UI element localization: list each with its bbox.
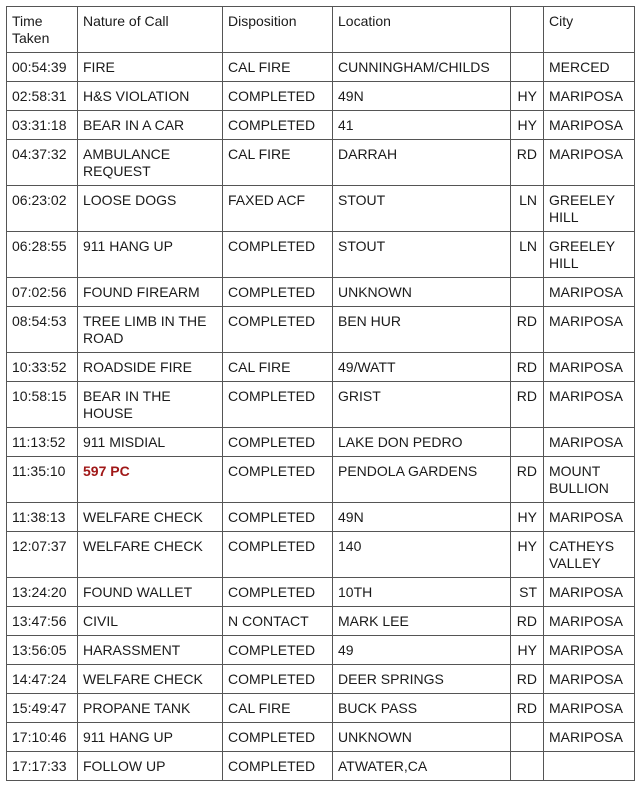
column-header-suffix <box>511 7 544 53</box>
column-header-city: City <box>544 7 635 53</box>
table-row <box>7 307 635 353</box>
cell-disposition: COMPLETED <box>223 278 333 307</box>
table-row <box>7 232 635 278</box>
cell-nature: HARASSMENT <box>78 636 223 665</box>
table-row <box>7 457 635 503</box>
cell-nature: WELFARE CHECK <box>78 532 223 578</box>
cell-city: GREELEY HILL <box>544 232 635 278</box>
cell-time: 13:24:20 <box>7 578 78 607</box>
cell-city: MARIPOSA <box>544 82 635 111</box>
cell-nature: FOLLOW UP <box>78 752 223 781</box>
cell-suffix: RD <box>511 665 544 694</box>
cell-city: MARIPOSA <box>544 723 635 752</box>
cell-suffix: RD <box>511 457 544 503</box>
cell-time: 13:56:05 <box>7 636 78 665</box>
cell-time: 03:31:18 <box>7 111 78 140</box>
table-row <box>7 532 635 578</box>
cell-nature: 911 HANG UP <box>78 232 223 278</box>
table-row <box>7 278 635 307</box>
cell-location: BEN HUR <box>333 307 511 353</box>
cell-suffix: RD <box>511 382 544 428</box>
cell-location: LAKE DON PEDRO <box>333 428 511 457</box>
cell-location: 49 <box>333 636 511 665</box>
cell-disposition: COMPLETED <box>223 232 333 278</box>
cell-disposition: CAL FIRE <box>223 694 333 723</box>
cell-disposition: COMPLETED <box>223 503 333 532</box>
cell-time: 10:33:52 <box>7 353 78 382</box>
cell-time: 02:58:31 <box>7 82 78 111</box>
cell-disposition: COMPLETED <box>223 111 333 140</box>
cell-suffix <box>511 53 544 82</box>
table-row <box>7 111 635 140</box>
cell-nature: 911 MISDIAL <box>78 428 223 457</box>
cell-location: UNKNOWN <box>333 723 511 752</box>
cell-time: 11:35:10 <box>7 457 78 503</box>
cell-location: CUNNINGHAM/CHILDS <box>333 53 511 82</box>
cell-location: DARRAH <box>333 140 511 186</box>
cell-location: BUCK PASS <box>333 694 511 723</box>
cell-disposition: COMPLETED <box>223 665 333 694</box>
table-row <box>7 503 635 532</box>
cell-suffix: ST <box>511 578 544 607</box>
cell-time: 00:54:39 <box>7 53 78 82</box>
cell-city: MARIPOSA <box>544 307 635 353</box>
cell-nature: BEAR IN THE HOUSE <box>78 382 223 428</box>
cell-suffix: HY <box>511 532 544 578</box>
cell-city: MARIPOSA <box>544 636 635 665</box>
table-row <box>7 140 635 186</box>
cell-disposition: COMPLETED <box>223 428 333 457</box>
cell-city <box>544 752 635 781</box>
cell-nature: FOUND WALLET <box>78 578 223 607</box>
cell-suffix: RD <box>511 307 544 353</box>
cell-suffix <box>511 278 544 307</box>
cell-time: 07:02:56 <box>7 278 78 307</box>
cell-disposition: COMPLETED <box>223 723 333 752</box>
call-log-table <box>6 6 635 781</box>
cell-suffix: RD <box>511 140 544 186</box>
cell-location: MARK LEE <box>333 607 511 636</box>
cell-location: 140 <box>333 532 511 578</box>
cell-nature: LOOSE DOGS <box>78 186 223 232</box>
table-row <box>7 636 635 665</box>
cell-location: STOUT <box>333 186 511 232</box>
cell-suffix <box>511 752 544 781</box>
cell-nature: PROPANE TANK <box>78 694 223 723</box>
cell-nature: TREE LIMB IN THE ROAD <box>78 307 223 353</box>
cell-city: MARIPOSA <box>544 694 635 723</box>
cell-city: MARIPOSA <box>544 111 635 140</box>
cell-disposition: CAL FIRE <box>223 140 333 186</box>
column-header-time: Time Taken <box>7 7 78 53</box>
cell-location: 10TH <box>333 578 511 607</box>
header-row <box>7 7 635 53</box>
cell-time: 06:23:02 <box>7 186 78 232</box>
cell-nature: FIRE <box>78 53 223 82</box>
cell-nature: CIVIL <box>78 607 223 636</box>
table-row <box>7 353 635 382</box>
column-header-disposition: Disposition <box>223 7 333 53</box>
cell-location: GRIST <box>333 382 511 428</box>
cell-disposition: CAL FIRE <box>223 53 333 82</box>
cell-time: 14:47:24 <box>7 665 78 694</box>
table-row <box>7 82 635 111</box>
cell-disposition: COMPLETED <box>223 457 333 503</box>
cell-location: 49N <box>333 82 511 111</box>
table-row <box>7 607 635 636</box>
cell-disposition: FAXED ACF <box>223 186 333 232</box>
cell-nature: 911 HANG UP <box>78 723 223 752</box>
cell-time: 10:58:15 <box>7 382 78 428</box>
cell-time: 17:10:46 <box>7 723 78 752</box>
cell-nature: AMBULANCE REQUEST <box>78 140 223 186</box>
cell-disposition: CAL FIRE <box>223 353 333 382</box>
cell-location: ATWATER,CA <box>333 752 511 781</box>
cell-city: MARIPOSA <box>544 353 635 382</box>
cell-city: MARIPOSA <box>544 140 635 186</box>
table-header <box>7 7 635 53</box>
cell-disposition: COMPLETED <box>223 382 333 428</box>
cell-suffix: HY <box>511 82 544 111</box>
cell-nature: 597 PC <box>78 457 223 503</box>
table-row <box>7 694 635 723</box>
cell-suffix: RD <box>511 607 544 636</box>
cell-location: STOUT <box>333 232 511 278</box>
cell-city: MARIPOSA <box>544 278 635 307</box>
cell-nature: WELFARE CHECK <box>78 503 223 532</box>
cell-nature: WELFARE CHECK <box>78 665 223 694</box>
table-row <box>7 53 635 82</box>
table-body <box>7 53 635 781</box>
column-header-location: Location <box>333 7 511 53</box>
cell-time: 17:17:33 <box>7 752 78 781</box>
cell-city: MARIPOSA <box>544 428 635 457</box>
cell-city: MERCED <box>544 53 635 82</box>
cell-disposition: COMPLETED <box>223 578 333 607</box>
cell-city: MARIPOSA <box>544 607 635 636</box>
cell-location: UNKNOWN <box>333 278 511 307</box>
table-row <box>7 578 635 607</box>
cell-location: 49N <box>333 503 511 532</box>
cell-location: 41 <box>333 111 511 140</box>
cell-suffix <box>511 723 544 752</box>
cell-disposition: COMPLETED <box>223 636 333 665</box>
cell-suffix: HY <box>511 111 544 140</box>
cell-location: DEER SPRINGS <box>333 665 511 694</box>
cell-time: 11:13:52 <box>7 428 78 457</box>
cell-suffix: HY <box>511 636 544 665</box>
cell-disposition: COMPLETED <box>223 82 333 111</box>
table-row <box>7 665 635 694</box>
cell-city: MARIPOSA <box>544 503 635 532</box>
cell-time: 15:49:47 <box>7 694 78 723</box>
cell-time: 13:47:56 <box>7 607 78 636</box>
cell-suffix: RD <box>511 353 544 382</box>
table-row <box>7 186 635 232</box>
cell-nature: FOUND FIREARM <box>78 278 223 307</box>
cell-location: 49/WATT <box>333 353 511 382</box>
cell-suffix: RD <box>511 694 544 723</box>
cell-time: 08:54:53 <box>7 307 78 353</box>
cell-disposition: COMPLETED <box>223 532 333 578</box>
cell-city: MARIPOSA <box>544 382 635 428</box>
cell-city: MARIPOSA <box>544 578 635 607</box>
cell-location: PENDOLA GARDENS <box>333 457 511 503</box>
cell-time: 12:07:37 <box>7 532 78 578</box>
cell-city: GREELEY HILL <box>544 186 635 232</box>
cell-city: CATHEYS VALLEY <box>544 532 635 578</box>
cell-time: 06:28:55 <box>7 232 78 278</box>
cell-time: 04:37:32 <box>7 140 78 186</box>
cell-suffix <box>511 428 544 457</box>
cell-suffix: LN <box>511 186 544 232</box>
cell-nature: BEAR IN A CAR <box>78 111 223 140</box>
cell-disposition: N CONTACT <box>223 607 333 636</box>
cell-suffix: HY <box>511 503 544 532</box>
cell-time: 11:38:13 <box>7 503 78 532</box>
column-header-nature: Nature of Call <box>78 7 223 53</box>
table-row <box>7 752 635 781</box>
cell-nature: ROADSIDE FIRE <box>78 353 223 382</box>
cell-nature: H&S VIOLATION <box>78 82 223 111</box>
cell-disposition: COMPLETED <box>223 307 333 353</box>
table-row <box>7 382 635 428</box>
cell-city: MARIPOSA <box>544 665 635 694</box>
table-row <box>7 428 635 457</box>
cell-city: MOUNT BULLION <box>544 457 635 503</box>
table-row <box>7 723 635 752</box>
cell-suffix: LN <box>511 232 544 278</box>
cell-disposition: COMPLETED <box>223 752 333 781</box>
